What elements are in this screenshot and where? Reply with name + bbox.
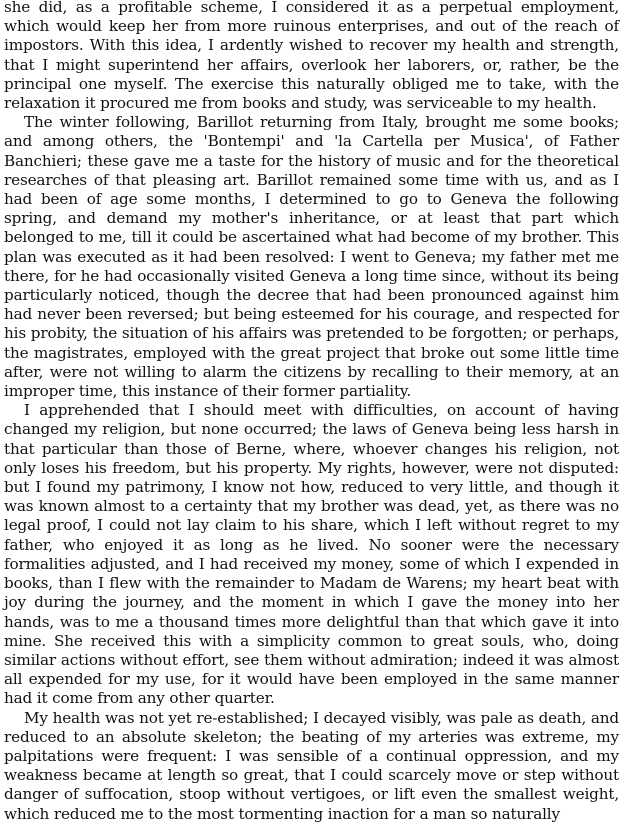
paragraph: she did, as a profitable scheme, I considered it as a perpetual employment, which would keep her from more ruinous enterprises, and out of the reach of impostors. With this idea, I ardently wished to recover my health and strength, that I might superintend her affairs, overlook her laborers, or, rather, be the principal one myself. The exercise this naturally obliged me to take, with the relaxation it procured me from books and study, was serviceable to my health.: [4, 0, 619, 113]
paragraph: I apprehended that I should meet with difficulties, on account of having changed my religion, but none occurred; the laws of Geneva being less harsh in that particular than those of Berne, where, whoever changes his religion, not only loses his freedom, but his property. My rights, however, were not disputed: but I found my patrimony, I know not how, reduced to very little, and though it was known almost to a certainty that my brother was dead, yet, as there was no legal proof, I could not lay claim to his share, which I left without regret to my father, who enjoyed it as long as he lived. No sooner were the necessary formalities adjusted, and I had received my money, some of which I expended in books, than I flew with the remainder to Madam de Warens; my heart beat with joy during the journey, and the moment in which I gave the money into her hands, was to me a thousand times more delightful than that which gave it into mine. She received this with a simplicity common to great souls, who, doing similar actions without effort, see them without admiration; indeed it was almost all expended for my use, for it would have been employed in the same manner had it come from any other quarter.: [4, 401, 619, 708]
paragraph: The winter following, Barillot returning from Italy, brought me some books; and among others, the 'Bontempi' and 'la Cartella per Musica', of Father Banchieri; these gave me a taste for the history of music and for the theoretical researches of that pleasing art. Barillot remained some time with us, and as I had been of age some months, I determined to go to Geneva the following spring, and demand my mother's inheritance, or at least that part which belonged to me, till it could be ascertained what had become of my brother. This plan was executed as it had been resolved: I went to Geneva; my father met me there, for he had occasionally visited Geneva a long time since, without its being particularly noticed, though the decree that had been pronounced against him had never been reversed; but being esteemed for his courage, and respected for his probity, the situation of his affairs was pretended to be forgotten; or perhaps, the magistrates, employed with the great project that broke out some little time after, were not willing to alarm the citizens by recalling to their memory, at an improper time, this instance of their former partiality.: [4, 113, 619, 401]
paragraph: My health was not yet re-established; I decayed visibly, was pale as death, and reduced to an absolute skeleton; the beating of my arteries was extreme, my palpitations were frequent: I was sensible of a continual oppression, and my weakness became at length so great, that I could scarcely move or step without danger of suffocation, stoop without vertigoes, or lift even the smallest weight, which reduced me to the most tormenting inaction for a man so naturally: [4, 708, 619, 823]
